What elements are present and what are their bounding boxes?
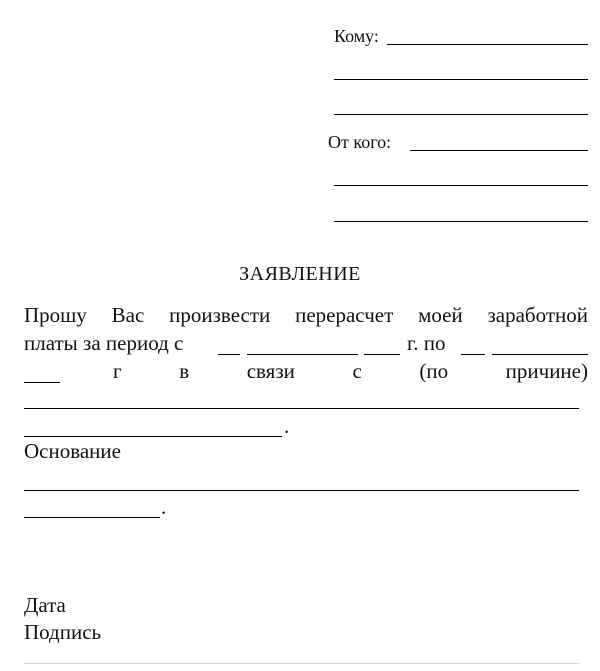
- page-bottom-divider: [24, 663, 580, 664]
- body-word: с: [352, 359, 362, 383]
- period-to-month-field[interactable]: [492, 354, 588, 355]
- body-word: Прошу: [24, 303, 87, 327]
- period-to-year-field[interactable]: [24, 382, 60, 383]
- body-word: г: [113, 359, 122, 383]
- body-word: (по: [419, 359, 449, 383]
- period-from-month-field[interactable]: [247, 354, 358, 355]
- body-line-2: [24, 329, 183, 357]
- body-word: Вас: [111, 303, 145, 327]
- document-title: ЗАЯВЛЕНИЕ: [239, 263, 361, 285]
- period-to-day-field[interactable]: [461, 354, 485, 355]
- date-label: Дата: [24, 593, 66, 617]
- from-line-3[interactable]: [334, 221, 588, 222]
- body-word: причине): [505, 359, 588, 383]
- to-line-1[interactable]: [387, 44, 588, 45]
- period-to-label: г. по: [407, 331, 446, 355]
- to-line-2[interactable]: [334, 79, 588, 80]
- basis-line-1[interactable]: [24, 490, 579, 491]
- period-from-year-field[interactable]: [364, 354, 400, 355]
- body-word: перерасчет: [295, 303, 394, 327]
- to-label: Кому:: [334, 26, 379, 46]
- basis-label: Основание: [24, 439, 121, 463]
- body-line-3: [113, 357, 588, 385]
- body-word: в: [179, 359, 190, 383]
- from-label: От кого:: [328, 132, 392, 152]
- from-line-2[interactable]: [334, 185, 588, 186]
- body-word: связи: [246, 359, 295, 383]
- body-line-1: [24, 301, 588, 329]
- body-word: заработной: [487, 303, 588, 327]
- basis-line-2[interactable]: [24, 517, 160, 518]
- reason-line-1[interactable]: [24, 408, 579, 409]
- body-word: моей: [418, 303, 463, 327]
- reason-period: .: [284, 414, 290, 438]
- signature-label: Подпись: [24, 620, 102, 644]
- period-from-day-field[interactable]: [218, 354, 240, 355]
- body-word: произвести: [169, 303, 271, 327]
- basis-period: .: [161, 495, 167, 519]
- from-line-1[interactable]: [410, 150, 588, 151]
- to-line-3[interactable]: [334, 114, 588, 115]
- period-from-label: платы за период с: [24, 331, 184, 355]
